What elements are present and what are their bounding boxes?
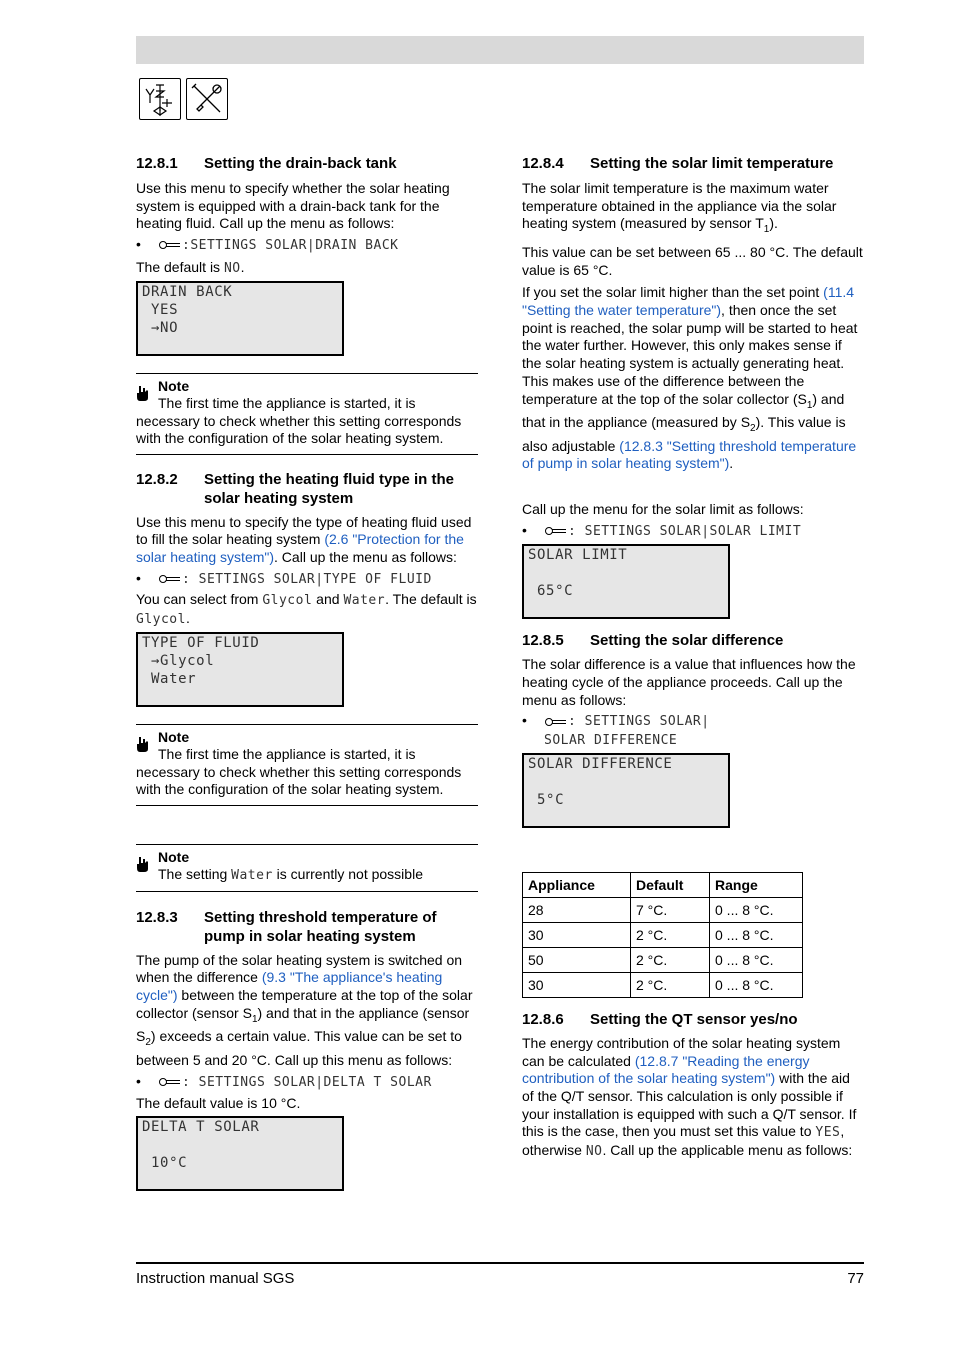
section-number: 12.8.1 xyxy=(136,155,178,172)
page-number: 77 xyxy=(847,1270,864,1287)
section-icons xyxy=(139,78,228,120)
paragraph: Call up the menu for the solar limit as follows: xyxy=(522,500,804,517)
table-row: 28 7 °C. 0 ... 8 °C. xyxy=(523,897,803,922)
wrench-icon xyxy=(158,1077,182,1087)
manual-title: Instruction manual SGS xyxy=(136,1270,295,1287)
default-text: The default value is 10 °C. xyxy=(136,1095,301,1112)
section-heading: 12.8.3 Setting threshold temperature of pump in solar heating system xyxy=(136,908,437,945)
lcd-display: SOLAR LIMIT 65°C xyxy=(522,544,730,619)
paragraph: The pump of the solar heating system is switched on when the difference (9.3 "The appliance's heating cycle") between the temperature at the top of the solar collector (sensor $S_1$) and that in the appliance (sensor $S_2$) exceeds a certain value. This value can be set to between 5 and 20 °C. Call up this menu as follows: xyxy=(136,951,473,1068)
valve-diagram-icon xyxy=(139,78,181,120)
section-heading: 12.8.2 Setting the heating fluid type in the solar heating system xyxy=(136,470,454,507)
menu-path: • : SETTINGS SOLAR|DELTA T SOLAR xyxy=(136,1072,432,1090)
section-title: Setting the drain-back tank xyxy=(204,155,397,172)
note-box: Note The first time the appliance is started, it is necessary to check whether this setting corresponds with the configuration of the solar heating system. xyxy=(136,724,478,806)
lcd-display: TYPE OF FLUID →Glycol Water xyxy=(136,632,344,707)
paragraph: Use this menu to specify whether the solar heating system is equipped with a drain-back tank for the heating fluid. Call up the menu as follows: xyxy=(136,180,450,232)
left-column xyxy=(136,150,478,1191)
section-heading: 12.8.5 Setting the solar difference xyxy=(522,632,784,650)
note-box: Note The first time the appliance is started, it is necessary to check whether this setting corresponds with the configuration of the solar heating system. xyxy=(136,373,478,455)
tools-icon xyxy=(186,78,228,120)
table-row: 30 2 °C. 0 ... 8 °C. xyxy=(523,922,803,947)
section-heading: 12.8.6 Setting the QT sensor yes/no xyxy=(522,1010,798,1028)
paragraph: You can select from Glycol and Water. The default is Glycol. xyxy=(136,591,477,628)
default-text: The default is NO. xyxy=(136,258,245,276)
menu-path: • :SETTINGS SOLAR|DRAIN BACK xyxy=(136,236,399,254)
settings-table xyxy=(522,872,803,998)
section-heading xyxy=(136,154,478,173)
wrench-icon xyxy=(158,240,182,250)
hand-note-icon xyxy=(136,384,150,402)
right-column xyxy=(522,150,864,1161)
table-row: 50 2 °C. 0 ... 8 °C. xyxy=(523,947,803,972)
cross-reference-link[interactable]: (12.8.7 "Reading the energy contribution of the solar heating system") xyxy=(522,1052,810,1087)
hand-note-icon xyxy=(136,855,150,873)
menu-path: • : SETTINGS SOLAR|SOLAR LIMIT xyxy=(522,521,802,539)
table-row: 30 2 °C. 0 ... 8 °C. xyxy=(523,972,803,997)
lcd-display: DELTA T SOLAR 10°C xyxy=(136,1116,344,1191)
paragraph: The solar limit temperature is the maximum water temperature obtained in the appliance via the solar heating system (measured by sensor $T_1$). xyxy=(522,180,837,236)
paragraph: Use this menu to specify the type of heating fluid used to fill the solar heating system (2.6 "Protection for the solar heating system"). Call up the menu as follows: xyxy=(136,513,472,565)
cross-reference-link[interactable]: (11.4 "Setting the water temperature") xyxy=(522,284,855,319)
cross-reference-link[interactable]: (2.6 "Protection for the solar heating system") xyxy=(136,531,464,565)
cross-reference-link[interactable]: (12.8.3 "Setting threshold temperature of pump in solar heating system") xyxy=(522,437,857,472)
table-header-row: Appliance Default Range xyxy=(523,872,803,897)
paragraph: The energy contribution of the solar heating system can be calculated (12.8.7 "Reading the energy contribution of the solar heating system") with the aid of the Q/T sensor. This calculation is only possible if your installation is equipped with such a Q/T sensor. If this is the case, then you must set this value to YES, otherwise NO. Call up the applicable menu as follows: xyxy=(522,1034,857,1160)
hand-note-icon xyxy=(136,735,150,753)
header-bar xyxy=(136,36,864,64)
menu-path: • : SETTINGS SOLAR| SOLAR DIFFERENCE xyxy=(522,712,710,749)
wrench-icon xyxy=(544,526,568,536)
paragraph: If you set the solar limit higher than the set point (11.4 "Setting the water temperature"), then once the set point is reached, the solar pump will be started to heat the water further. However, this only makes sense if the solar heating system is actually generating heat. This makes use of the difference between the temperature at the top of the solar collector $(S_1)$ and that in the appliance (measured by $S_2$). This value is also adjustable (12.8.3 "Setting threshold temperature of pump in solar heating system"). xyxy=(522,284,858,472)
wrench-icon xyxy=(544,717,568,727)
paragraph: This value can be set between 65 ... 80 °C. The default value is 65 °C. xyxy=(522,243,863,278)
note-box: Note The setting Water is currently not possible xyxy=(136,844,478,892)
note-title: Note xyxy=(158,377,190,394)
paragraph: The solar difference is a value that influences how the heating cycle of the appliance proceeds. Call up the menu as follows: xyxy=(522,656,856,708)
wrench-icon xyxy=(158,574,182,584)
lcd-display: DRAIN BACK YES →NO xyxy=(136,281,344,356)
section-heading: 12.8.4 Setting the solar limit temperature xyxy=(522,155,834,172)
page-footer xyxy=(136,1262,864,1287)
menu-path: • : SETTINGS SOLAR|TYPE OF FLUID xyxy=(136,569,432,587)
lcd-display: SOLAR DIFFERENCE 5°C xyxy=(522,753,730,828)
cross-reference-link[interactable]: (9.3 "The appliance's heating cycle") xyxy=(136,969,443,1004)
